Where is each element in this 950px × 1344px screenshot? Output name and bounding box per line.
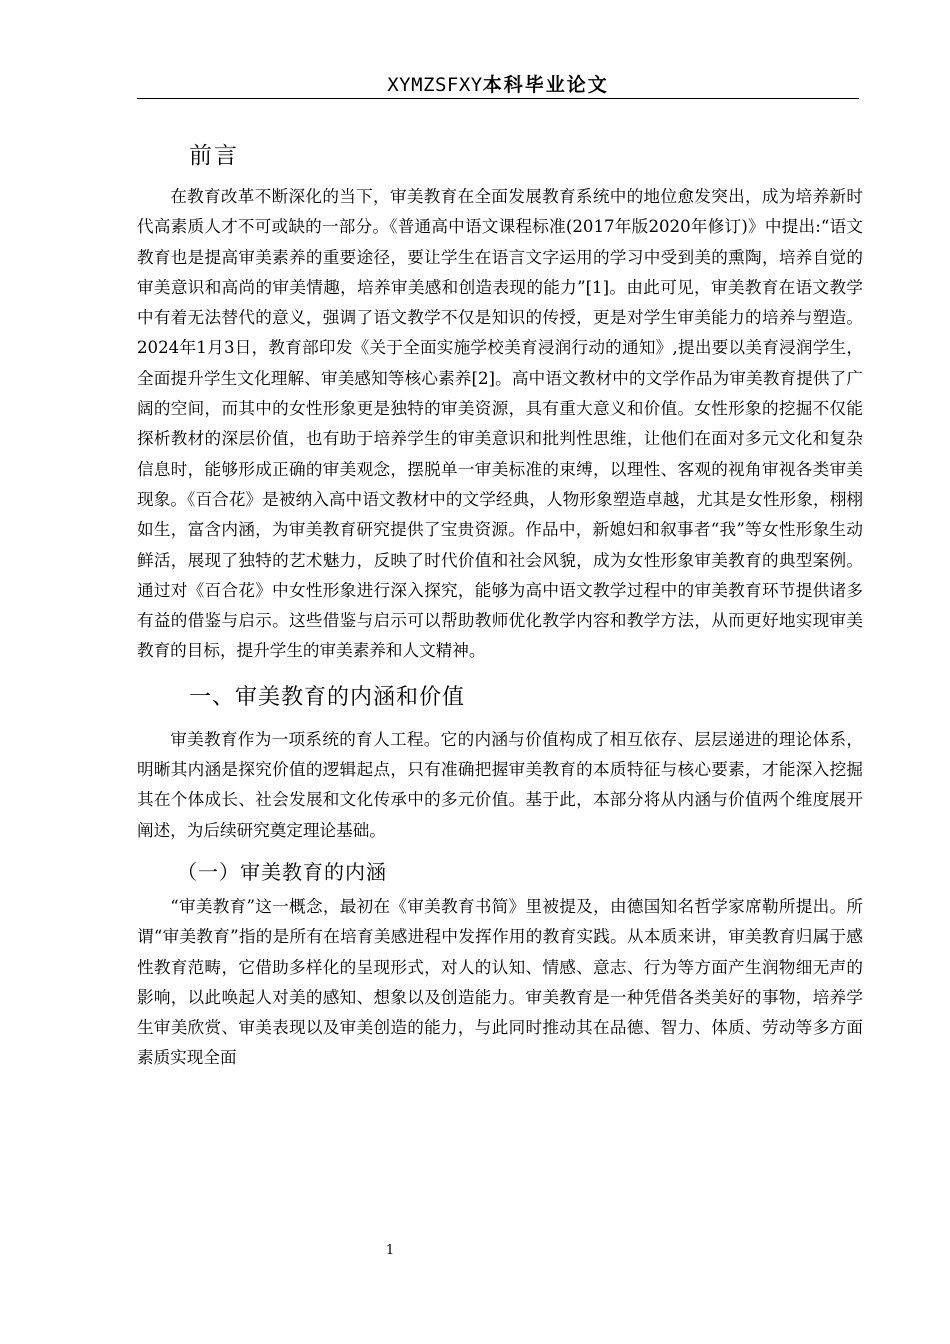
- section-1-paragraph: 审美教育作为一项系统的育人工程。它的内涵与价值构成了相互依存、层层递进的理论体系，明晰其内涵是探究价值的逻辑起点，只有准确把握审美教育的本质特征与核心要素，才能深入挖掘其在个体成长、社会发展和文化传承中的多元价值。基于此，本部分将从内涵与价值两个维度展开阐述，为后续研究奠定理论基础。: [137, 729, 863, 840]
- preface-heading: 前言: [189, 143, 239, 169]
- header-thesis-title: 本科毕业论文: [482, 74, 609, 96]
- subsection-1-1-heading: （一）审美教育的内涵: [177, 859, 387, 884]
- header-school-code: XYMZSFXY: [387, 74, 483, 96]
- subsection-1-1-paragraph: “审美教育”这一概念，最初在《审美教育书简》里被提及，由德国知名哲学家席勒所提出。所谓“审美教育”指的是所有在培育美感进程中发挥作用的教育实践。从本质来讲，审美教育归属于感性教育范畴，它借助多样化的呈现形式，对人的认知、情感、意志、行为等方面产生润物细无声的影响，以此唤起人对美的感知、想象以及创造能力。审美教育是一种凭借各类美好的事物，培养学生审美欣赏、审美表现以及审美创造的能力，与此同时推动其在品德、智力、体质、劳动等多方面素质实现全面: [137, 896, 863, 1068]
- page-header: [137, 70, 859, 99]
- preface-paragraph: 在教育改革不断深化的当下，审美教育在全面发展教育系统中的地位愈发突出，成为培养新时代高素质人才不可或缺的一部分。《普通高中语文课程标准(2017年版2020年修订)》中提出:“语文教育也是提高审美素养的重要途径，要让学生在语言文字运用的学习中受到美的熏陶，培养自觉的审美意识和高尚的审美情趣，培养审美感和创造表现的能力”[1]。由此可见，审美教育在语文教学中有着无法替代的意义，强调了语文教学不仅是知识的传授，更是对学生审美能力的培养与塑造。2024年1月3日，教育部印发《关于全面实施学校美育浸润行动的通知》,提出要以美育浸润学生，全面提升学生文化理解、审美感知等核心素养[2]。高中语文教材中的文学作品为审美教育提供了广阔的空间，而其中的女性形象更是独特的审美资源，具有重大意义和价值。女性形象的挖掘不仅能探析教材的深层价值，也有助于培养学生的审美意识和批判性思维，让他们在面对多元文化和复杂信息时，能够形成正确的审美观念，摆脱单一审美标准的束缚，以理性、客观的视角审视各类审美现象。《百合花》是被纳入高中语文教材中的文学经典，人物形象塑造卓越，尤其是女性形象，栩栩如生，富含内涵，为审美教育研究提供了宝贵资源。作品中，新媳妇和叙事者“我”等女性形象生动鲜活，展现了独特的艺术魅力，反映了时代价值和社会风貌，成为女性形象审美教育的典型案例。通过对《百合花》中女性形象进行深入探究，能够为高中语文教学过程中的审美教育环节提供诸多有益的借鉴与启示。这些借鉴与启示可以帮助教师优化教学内容和教学方法，从而更好地实现审美教育的目标，提升学生的审美素养和人文精神。: [137, 187, 863, 661]
- document-body: [137, 132, 863, 1074]
- section-1-heading: 一、审美教育的内涵和价值: [189, 684, 466, 710]
- page-number: 1: [385, 1243, 395, 1258]
